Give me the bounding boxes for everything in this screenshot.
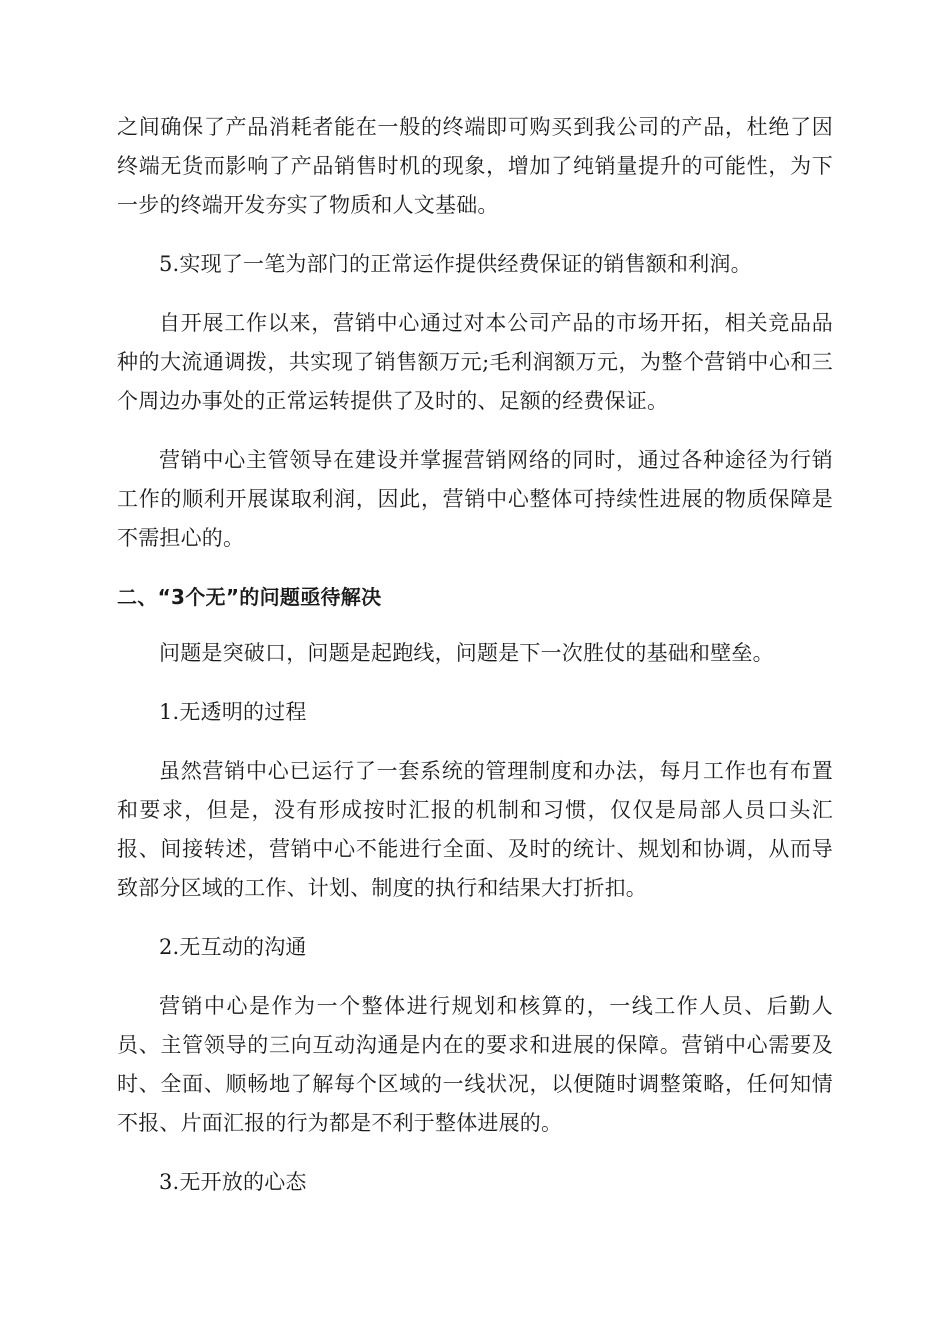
paragraph-communication: 营销中心是作为一个整体进行规划和核算的，一线工作人员、后勤人员、主管领导的三向互动沟通是内在的要求和进展的保障。营销中心需要及时、全面、顺畅地了解每个区域的一线状况，以便随时调整策略，任何知情不报、片面汇报的行为都是不利于整体进展的。 xyxy=(117,994,833,1135)
subheading-item-1: 1.无透明的过程 xyxy=(159,700,307,724)
section-heading: 二、“3个无”的问题亟待解决 xyxy=(117,585,382,609)
paragraph-problem-intro: 问题是突破口，问题是起跑线，问题是下一次胜仗的基础和壁垒。 xyxy=(159,641,774,665)
subheading-item-3: 3.无开放的心态 xyxy=(159,1170,307,1194)
subheading-item-2: 2.无互动的沟通 xyxy=(159,935,307,959)
paragraph-sales-summary: 自开展工作以来，营销中心通过对本公司产品的市场开拓，相关竞品品种的大流通调拨，共实现了销售额万元;毛利润额万元，为整个营销中心和三个周边办事处的正常运转提供了及时的、足额的经费保证。 xyxy=(117,311,833,413)
paragraph-item-5: 5.实现了一笔为部门的正常运作提供经费保证的销售额和利润。 xyxy=(159,252,752,276)
document-page xyxy=(117,108,833,1222)
paragraph-transparency: 虽然营销中心已运行了一套系统的管理制度和办法，每月工作也有布置和要求，但是，没有形成按时汇报的机制和习惯，仅仅是局部人员口头汇报、间接转述，营销中心不能进行全面、及时的统计、规划和协调，从而导致部分区域的工作、计划、制度的执行和结果大打折扣。 xyxy=(117,759,833,900)
paragraph-continuation: 之间确保了产品消耗者能在一般的终端即可购买到我公司的产品，杜绝了因终端无货而影响了产品销售时机的现象，增加了纯销量提升的可能性，为下一步的终端开发夯实了物质和人文基础。 xyxy=(117,115,833,217)
paragraph-leadership: 营销中心主管领导在建设并掌握营销网络的同时，通过各种途径为行销工作的顺利开展谋取利润，因此，营销中心整体可持续性进展的物质保障是不需担心的。 xyxy=(117,448,833,550)
